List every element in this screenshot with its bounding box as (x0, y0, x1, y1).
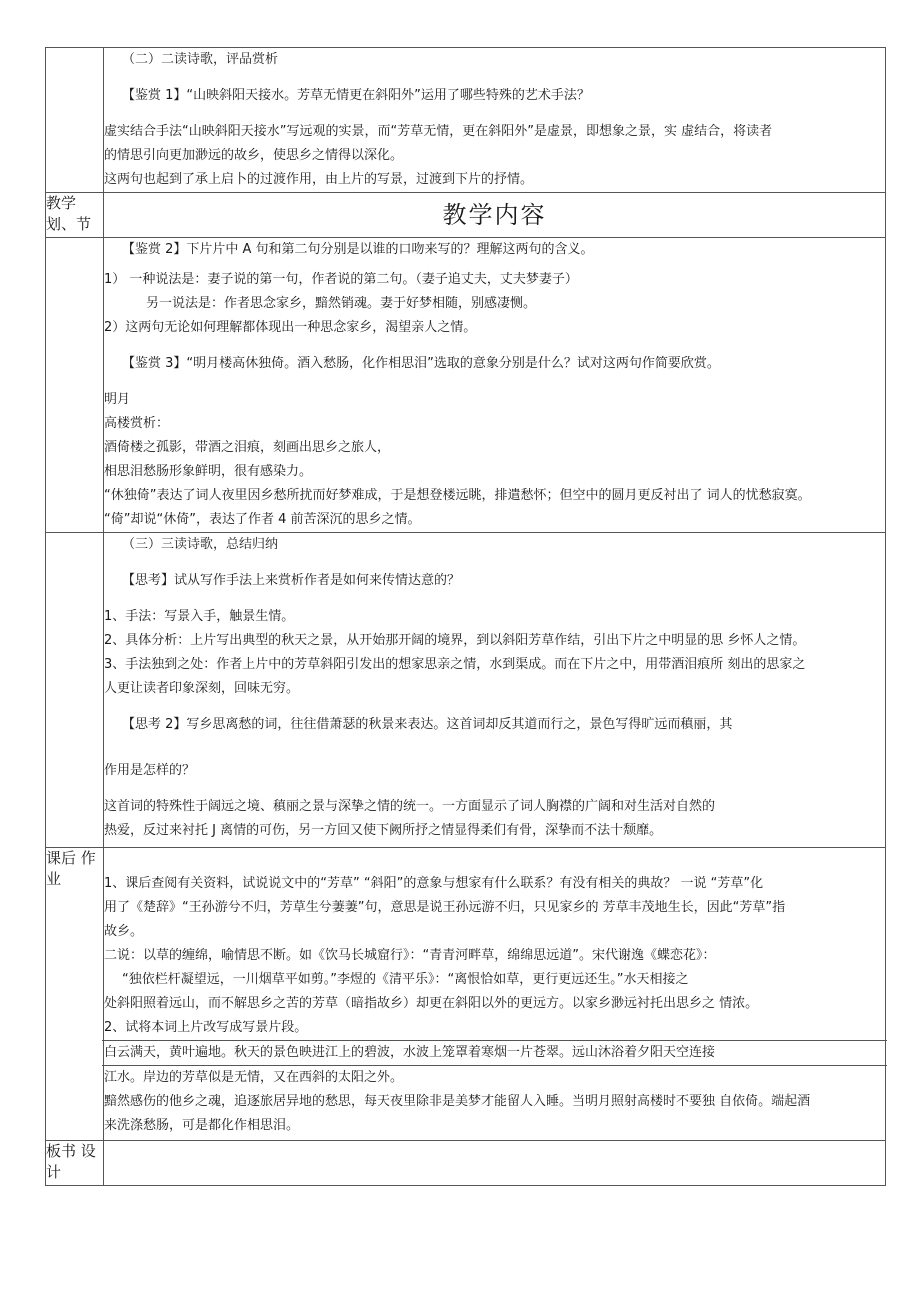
answer-line: 虚实结合手法“山映斜阳天接水”写远观的实景，而“芳草无情，更在斜阳外”是虚景，即想象之景，实 虚结合，将读者 (104, 124, 773, 139)
answer-line: 高楼赏析： (104, 416, 170, 431)
homework-line: 用了《楚辞》“王孙游兮不归，芳草生兮萋萋”句，意思是说王孙远游不归，只见家乡的 芳草丰茂地生长，因此“芳草”指 (104, 900, 786, 915)
rewrite-answer-line: 白云满天，黄叶遍地。秋天的景色映进江上的碧波，水波上笼罩着寒烟一片苍翠。远山沐浴着夕阳天空连接 (102, 1040, 887, 1065)
homework-label: 课后 作业 (46, 848, 104, 1141)
section-title: （二）二读诗歌，评品赏析 (122, 52, 279, 67)
homework-line: 1、课后查阅有关资料，试说说文中的“芳草” “斜阳”的意象与想家有什么联系？有没有相关的典故？ 一说 “芳草”化 (104, 876, 764, 891)
header-label: 教学划、节 (46, 193, 104, 238)
appreciation-question-1: 【鉴赏 1】“山映斜阳天接水。芳草无情更在斜阳外”运用了哪些特殊的艺术手法？ (122, 88, 590, 103)
answer-line: “倚”却说“休倚”，表达了作者 4 前苦深沉的思乡之情。 (104, 512, 421, 527)
answer-line: 人更让读者印象深刻，回味无穷。 (104, 681, 300, 696)
row-homework (46, 848, 886, 1141)
board-label: 板书 设计 (46, 1141, 104, 1186)
homework-line: 2、试将本词上片改写成写景片段。 (104, 1020, 308, 1035)
label-cell-empty (46, 48, 104, 193)
content-heading: 教学内容 (442, 201, 547, 229)
think-question-1: 【思考】试从写作手法上来赏析作者是如何来传情达意的？ (122, 573, 461, 588)
answer-line: 1、手法：写景入手，触景生情。 (104, 609, 295, 624)
lesson-plan-sheet (45, 47, 886, 1186)
lesson-plan-table (45, 47, 886, 1186)
answer-line: 热爱，反过来衬托 J 离情的可伤，另一方回又使下阙所抒之情显得柔们有骨，深挚而不法十颓靡。 (104, 823, 663, 838)
homework-line: 故乡。 (104, 924, 144, 939)
content-cell-board (104, 1141, 886, 1186)
row-section-3 (46, 533, 886, 848)
label-cell-empty (46, 238, 104, 533)
answer-line: 1） 一种说法是：妻子说的第一句，作者说的第二句。（妻子追丈夫，丈夫梦妻子） (104, 272, 578, 287)
answer-line: 另一说法是：作者思念家乡，黯然销魂。妻于好梦相随，别感凄恻。 (146, 296, 537, 311)
answer-line: 的情思引向更加渺远的故乡，使思乡之情得以深化。 (104, 148, 404, 163)
header-content-title (104, 193, 886, 238)
answer-line: 2、具体分析：上片写出典型的秋天之景，从开始那开阔的境界，到以斜阳芳草作结，引出下片之中明显的思 乡怀人之情。 (104, 633, 806, 648)
think-question-2: 【思考 2】写乡思离愁的词，往往借萧瑟的秋景来表达。这首词却反其道而行之，景色写得旷远而稹丽，其 (122, 717, 733, 732)
content-cell-homework (104, 848, 886, 1141)
content-cell-section-3 (104, 533, 886, 848)
answer-line: 2）这两句无论如何理解都体现出一种思念家乡，渴望亲人之情。 (104, 320, 477, 335)
homework-line: 二说：以草的缠绵，喻情思不断。如《饮马长城窟行》：“青青河畔草，绵绵思远道”。宋代谢逸《蝶恋花》： (104, 948, 716, 963)
answer-line: 酒倚楼之孤影，带酒之泪痕，刻画出思乡之旅人， (104, 440, 391, 455)
row-section-2 (46, 48, 886, 193)
content-cell-appreciation (104, 238, 886, 533)
rewrite-answer-line: 江水。岸边的芳草似是无情，又在西斜的太阳之外。 (102, 1065, 887, 1090)
homework-line: 处斜阳照着远山，而不解思乡之苦的芳草（暗指故乡）却更在斜阳以外的更远方。以家乡渺远衬托出思乡之 情浓。 (104, 996, 759, 1011)
section-title: （三）三读诗歌，总结归纳 (122, 537, 279, 552)
answer-line: 相思泪愁肠形象鲜明，很有感染力。 (104, 464, 313, 479)
label-cell-empty (46, 533, 104, 848)
rewrite-answer-line: 黯然感伤的他乡之魂，追逐旅居异地的愁思，每天夜里除非是美梦才能留人入睡。当明月照射高楼时不要独 自依倚。端起酒 (104, 1094, 811, 1109)
answer-line: 3、手法独到之处：作者上片中的芳草斜阳引发出的想家思亲之情，水到渠成。而在下片之中，用带酒泪痕所 刻出的思家之 (104, 657, 806, 672)
row-board-design (46, 1141, 886, 1186)
think-question-2-cont: 作用是怎样的？ (104, 763, 196, 778)
appreciation-question-2: 【鉴赏 2】下片片中 A 句和第二句分别是以谁的口吻来写的？理解这两句的含义。 (122, 242, 594, 257)
row-header (46, 193, 886, 238)
appreciation-question-3: 【鉴赏 3】“明月楼高休独倚。酒入愁肠，化作相思泪”选取的意象分别是什么？试对这两句作简要欣赏。 (122, 356, 720, 371)
answer-line: 明月 (104, 392, 131, 407)
homework-line: “独依栏杆凝望远，一川烟草平如剪。”李煜的《清平乐》：“离恨恰如草，更行更远还生。”水天相接之 (122, 972, 689, 987)
answer-line: “休独倚”表达了词人夜里因乡愁所扰而好梦难成，于是想登楼远眺，排遣愁怀；但空中的圆月更反衬出了 词人的忧愁寂寞。 (104, 488, 811, 503)
row-appreciation (46, 238, 886, 533)
content-cell-section-2 (104, 48, 886, 193)
answer-line: 这首词的特殊性于阔远之境、稹丽之景与深挚之情的统一。一方面显示了词人胸襟的广阔和对生活对自然的 (104, 799, 716, 814)
rewrite-answer-line: 来洗涤愁肠，可是都化作相思泪。 (104, 1118, 300, 1133)
answer-line: 这两句也起到了承上启卜的过渡作用，由上片的写景，过渡到下片的抒情。 (104, 172, 534, 187)
